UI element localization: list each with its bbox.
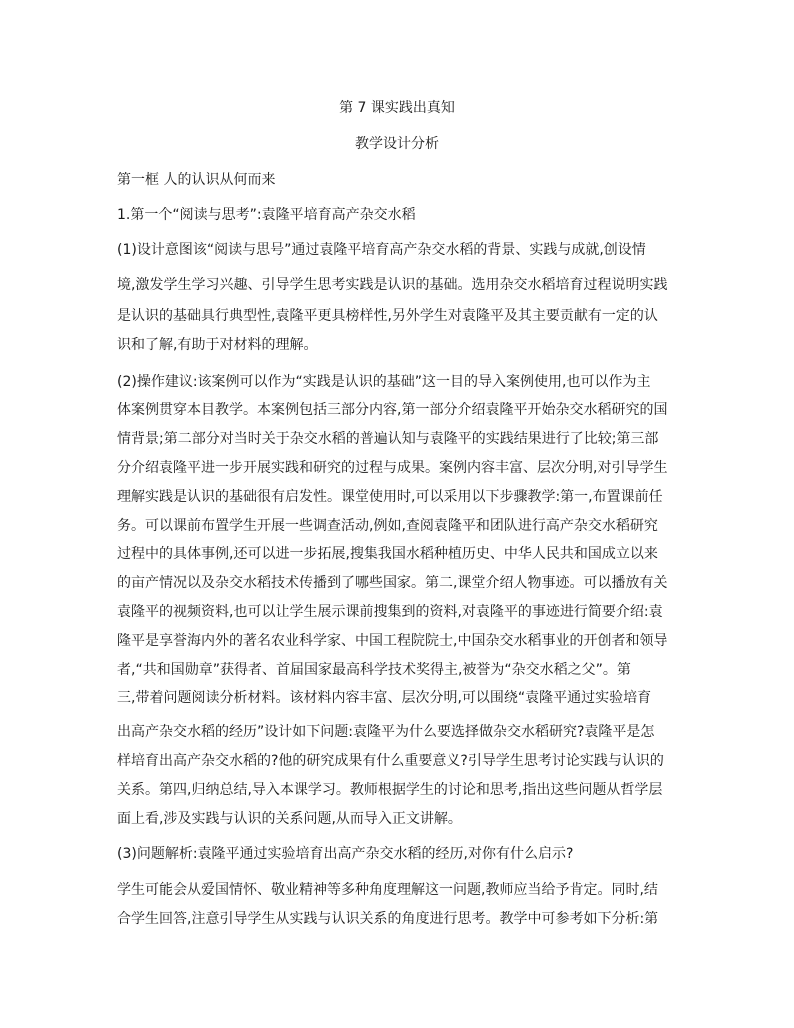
text-line: 样培育出高产杂交水稻的?他的研究成果有什么重要意义?引导学生思考讨论实践与认识的 [117, 753, 664, 769]
text-line: 者,“共和国勋章”获得者、首届国家最高科学技术奖得主,被誉为“杂交水稻之父”。第 [117, 662, 631, 678]
text-line: 分介绍袁隆平进一步开展实践和研究的过程与成果。案例内容丰富、层次分明,对引导学生 [117, 460, 668, 476]
text-line: 学生可能会从爱国情怀、敬业精神等多种角度理解这一问题,教师应当给予肯定。同时,结 [117, 882, 658, 898]
text-line: (1)设计意图该“阅读与思号”通过袁隆平培育高产杂交水稻的背景、实践与成就,创设情 [117, 242, 646, 258]
text-line: 三,带着问题阅读分析材料。该材料内容丰富、层次分明,可以围绕“袁隆平通过实验培育 [117, 690, 652, 706]
text-line: 境,激发学生学习兴趣、引导学生思考实践是认识的基础。选用杂交水稻培育过程说明实践 [117, 277, 668, 293]
subsection-heading: 1.第一个“阅读与思考”:袁隆平培育高产杂交水稻 [117, 207, 416, 223]
text-line: (2)操作建议:该案例可以作为“实践是认识的基础”这一目的导入案例使用,也可以作为主 [117, 374, 651, 390]
text-line: 的亩产情况以及杂交水稻技术传播到了哪些国家。第二,课堂介绍人物事迹。可以播放有关 [117, 575, 668, 591]
text-line: 情背景;第二部分对当时关于杂交水稻的普遍认知与袁隆平的实践结果进行了比较;第三部 [117, 431, 659, 447]
text-line: 务。可以课前布置学生开展一些调查活动,例如,查阅袁隆平和团队进行高产杂交水稻研究 [117, 518, 658, 534]
text-line: 识和了解,有助于对材料的理解。 [117, 337, 318, 353]
text-line: 体案例贯穿本目教学。本案例包括三部分内容,第一部分介绍袁隆平开始杂交水稻研究的国 [117, 402, 668, 418]
text-line: 是认识的基础具行典型性,袁隆平更具榜样性,另外学生对袁隆平及其主要贡献有一定的认 [117, 308, 658, 324]
page-subtitle: 教学设计分析 [355, 136, 439, 152]
text-line: 面上看,涉及实践与认识的关系问题,从而导入正文讲解。 [117, 811, 462, 827]
page-title: 第 7 课实践出真知 [339, 100, 455, 116]
section-heading: 第一框 人的认识从何而来 [117, 172, 276, 188]
text-line: 理解实践是认识的基础很有启发性。课堂使用时,可以采用以下步骤教学:第一,布置课前任 [117, 489, 663, 505]
text-line: (3)问题解析:袁隆平通过实验培育出高产杂交水稻的经历,对你有什么启示? [117, 846, 574, 862]
text-line: 关系。第四,归纳总结,导入本课学习。教师根据学生的讨论和思考,指出这些问题从哲学层 [117, 782, 663, 798]
text-line: 袁隆平的视频资料,也可以让学生展示课前搜集到的资料,对袁隆平的事迹进行简要介绍:袁 [117, 604, 663, 620]
text-line: 过程中的具体事例,还可以进一步拓展,搜集我国水稻种植历史、中华人民共和国成立以来 [117, 546, 658, 562]
text-line: 合学生回答,注意引导学生从实践与认识关系的角度进行思考。教学中可参考如下分析:第 [117, 911, 659, 927]
text-line: 出高产杂交水稻的经历”设计如下问题:袁隆平为什么要选择做杂交水稻研究?袁隆平是怎 [117, 724, 655, 740]
text-line: 隆平是享誉海内外的著名农业科学家、中国工程院院士,中国杂交水稻事业的开创者和领导 [117, 633, 668, 649]
